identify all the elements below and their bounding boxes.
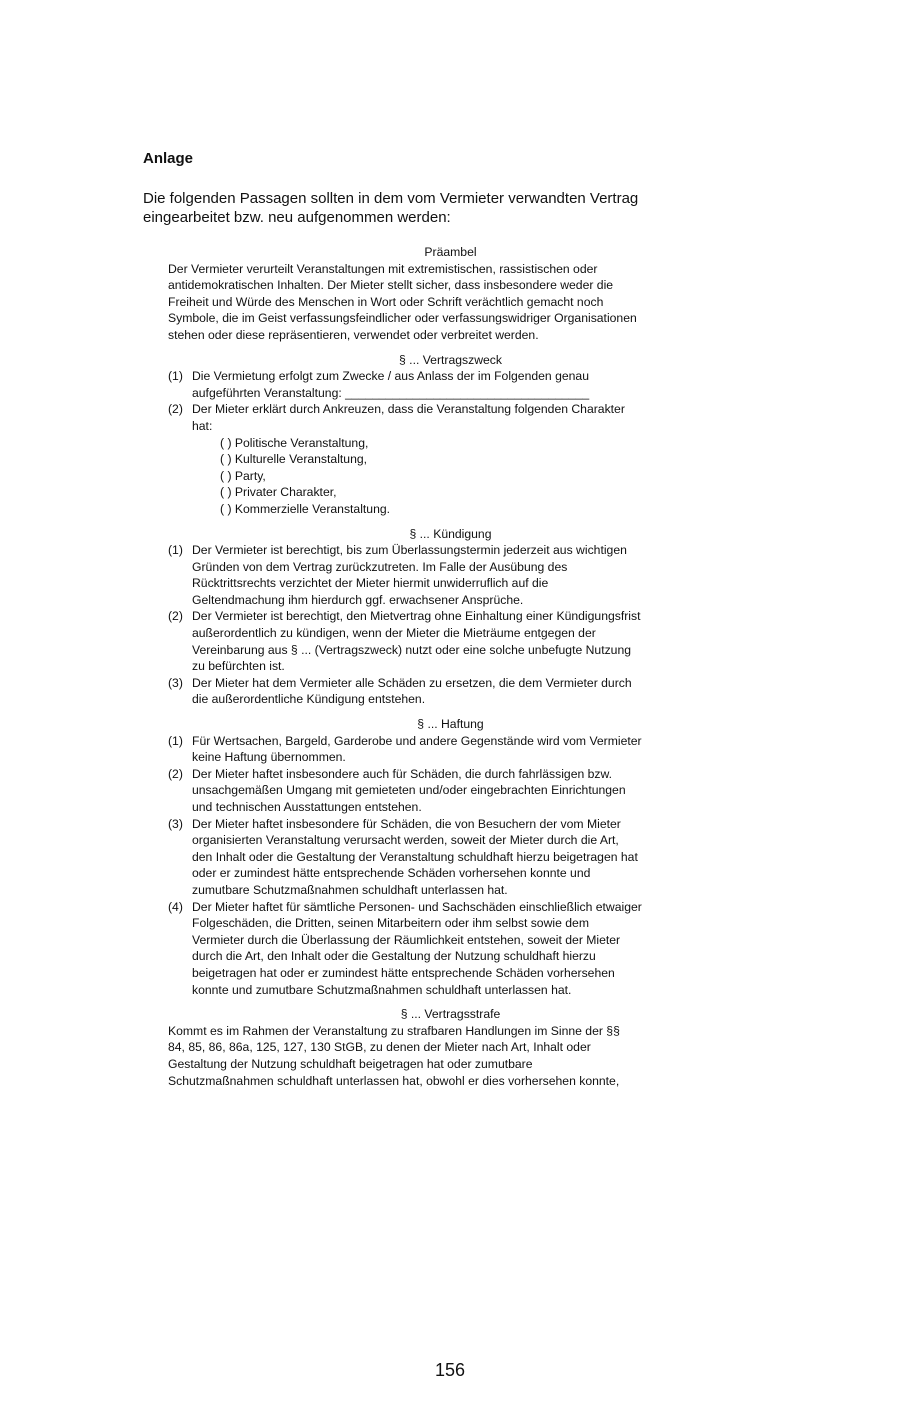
text-line: Der Mieter haftet insbesondere auch für Schäden, die durch fahrlässigen bzw. xyxy=(192,766,613,781)
text-line: durch die Art, den Inhalt oder die Gestaltung der Nutzung schuldhaft hierzu xyxy=(192,949,596,964)
text-line: Der Vermieter verurteilt Veranstaltungen mit extremistischen, rassistischen oder xyxy=(168,261,598,276)
text-line: hat: xyxy=(192,418,213,433)
checkbox-option: ( ) Kulturelle Veranstaltung, xyxy=(220,452,368,467)
text-line: und technischen Ausstattungen entstehen. xyxy=(192,800,422,814)
text-line: Der Mieter hat dem Vermieter alle Schäden zu ersetzen, die dem Vermieter durch xyxy=(192,675,632,690)
text-line: antidemokratischen Inhalten. Der Mieter stellt sicher, dass insbesondere weder die xyxy=(168,278,614,293)
section-title: § ... Vertragsstrafe xyxy=(400,1007,501,1022)
section-title: § ... Kündigung xyxy=(409,526,492,541)
checkbox-option: ( ) Kommerzielle Veranstaltung. xyxy=(220,501,391,516)
intro-line: Die folgenden Passagen sollten in dem vom Vermieter verwandten Vertrag xyxy=(143,190,639,207)
clause-item xyxy=(168,542,733,608)
text-line: Rücktrittsrechts verzichtet der Mieter hiermit unwiderruflich auf die xyxy=(192,576,549,591)
text-line: 84, 85, 86, 86a, 125, 127, 130 StGB, zu denen der Mieter nach Art, Inhalt oder xyxy=(168,1040,591,1055)
section-haftung xyxy=(168,716,733,998)
text-line: Vereinbarung aus § ... (Vertragszweck) nutzt oder eine solche unbefugte Nutzung xyxy=(192,642,632,657)
clause-item xyxy=(168,401,733,434)
clause-number: (1) xyxy=(168,543,183,558)
clause-number: (3) xyxy=(168,675,183,690)
clause-number: (2) xyxy=(168,609,183,624)
contract-passages xyxy=(168,244,733,1089)
text-line: den Inhalt oder die Gestaltung der Veranstaltung schuldhaft hierzu beigetragen hat xyxy=(192,849,638,864)
text-line: Geltendmachung ihm hierdurch ggf. erwachsener Ansprüche. xyxy=(192,592,524,607)
text-line: konnte und zumutbare Schutzmaßnahmen schuldhaft unterlassen hat. xyxy=(192,982,572,997)
text-line: Folgeschäden, die Dritten, seinen Mitarbeitern oder ihm selbst sowie dem xyxy=(192,916,589,931)
checkbox-option: ( ) Politische Veranstaltung, xyxy=(220,435,369,450)
text-line: Der Mieter haftet für sämtliche Personen- und Sachschäden einschließlich etwaiger xyxy=(192,899,642,914)
clause-number: (2) xyxy=(168,402,183,417)
section-praeambel xyxy=(168,244,733,344)
page-number: 156 xyxy=(434,1360,466,1380)
clause-item xyxy=(168,899,733,999)
clause-number: (2) xyxy=(168,766,183,781)
checkbox-option: ( ) Party, xyxy=(220,468,266,483)
text-line: organisierten Veranstaltung verursacht werden, soweit der Mieter durch die Art, xyxy=(192,833,619,848)
text-line: Gestaltung der Nutzung schuldhaft beigetragen hat oder zumutbare xyxy=(168,1056,533,1071)
clause-item xyxy=(168,733,733,766)
section-kuendigung xyxy=(168,526,733,709)
clause-number: (3) xyxy=(168,816,183,831)
intro-line: eingearbeitet bzw. neu aufgenommen werden: xyxy=(143,209,451,226)
text-line: Schutzmaßnahmen schuldhaft unterlassen hat, obwohl er dies vorhersehen konnte, xyxy=(168,1073,620,1088)
section-title: § ... Haftung xyxy=(417,717,484,732)
text-line: Symbole, die im Geist verfassungsfeindlicher oder verfassungswidriger Organisationen xyxy=(168,311,637,326)
text-line: Kommt es im Rahmen der Veranstaltung zu strafbaren Handlungen im Sinne der §§ xyxy=(168,1023,620,1038)
text-line: zu befürchten ist. xyxy=(192,659,285,674)
section-title: § ... Vertragszweck xyxy=(399,352,502,367)
text-line: aufgeführten Veranstaltung: ____________________________________ xyxy=(192,385,590,400)
text-line: Der Vermieter ist berechtigt, den Mietvertrag ohne Einhaltung einer Kündigungsfrist xyxy=(192,609,641,624)
clause-number: (1) xyxy=(168,369,183,384)
section-vertragszweck xyxy=(168,352,733,518)
text-line: Die Vermietung erfolgt zum Zwecke / aus Anlass der im Folgenden genau xyxy=(192,369,589,384)
heading: Anlage xyxy=(143,150,194,167)
clause-item xyxy=(168,766,733,816)
checkbox-option: ( ) Privater Charakter, xyxy=(220,485,337,500)
text-line: unsachgemäßen Umgang mit gemieteten und/oder eingebrachten Einrichtungen xyxy=(192,783,626,798)
intro-paragraph xyxy=(143,189,743,227)
text-line: Freiheit und Würde des Menschen in Wort oder Schrift verächtlich gemacht noch xyxy=(168,294,604,309)
text-line: Der Vermieter ist berechtigt, bis zum Überlassungstermin jederzeit aus wichtigen xyxy=(192,543,627,558)
section-vertragsstrafe xyxy=(168,1006,733,1089)
clause-number: (4) xyxy=(168,899,183,914)
text-line: oder er zumindest hätte entsprechende Schäden vorhersehen konnte und xyxy=(192,866,591,881)
clause-item xyxy=(168,368,733,401)
text-line: die außerordentliche Kündigung entstehen. xyxy=(192,692,426,707)
praeambel-text xyxy=(168,261,733,344)
clause-item xyxy=(168,608,733,674)
text-line: Der Mieter haftet insbesondere für Schäden, die von Besuchern der vom Mieter xyxy=(192,816,621,831)
clause-item xyxy=(168,816,733,899)
clause-item xyxy=(168,675,733,708)
text-line: zumutbare Schutzmaßnahmen schuldhaft unterlassen hat. xyxy=(192,882,508,897)
section-title: Präambel xyxy=(424,245,477,259)
text-line: Gründen von dem Vertrag zurückzutreten. Im Falle der Ausübung des xyxy=(192,559,568,574)
clause-number: (1) xyxy=(168,733,183,748)
text-line: stehen oder diese repräsentieren, verwendet oder verbreitet werden. xyxy=(168,327,539,342)
text-line: keine Haftung übernommen. xyxy=(192,750,346,765)
text-line: Vermieter durch die Überlassung der Räumlichkeit entstehen, soweit der Mieter xyxy=(192,932,621,947)
text-line: Für Wertsachen, Bargeld, Garderobe und andere Gegenstände wird vom Vermieter xyxy=(192,733,642,748)
text-line: beigetragen hat oder er zumindest hätte entsprechende Schäden vorhersehen xyxy=(192,965,615,980)
text-line: Der Mieter erklärt durch Ankreuzen, dass die Veranstaltung folgenden Charakter xyxy=(192,402,625,417)
text-line: außerordentlich zu kündigen, wenn der Mieter die Mieträume entgegen der xyxy=(192,626,596,641)
